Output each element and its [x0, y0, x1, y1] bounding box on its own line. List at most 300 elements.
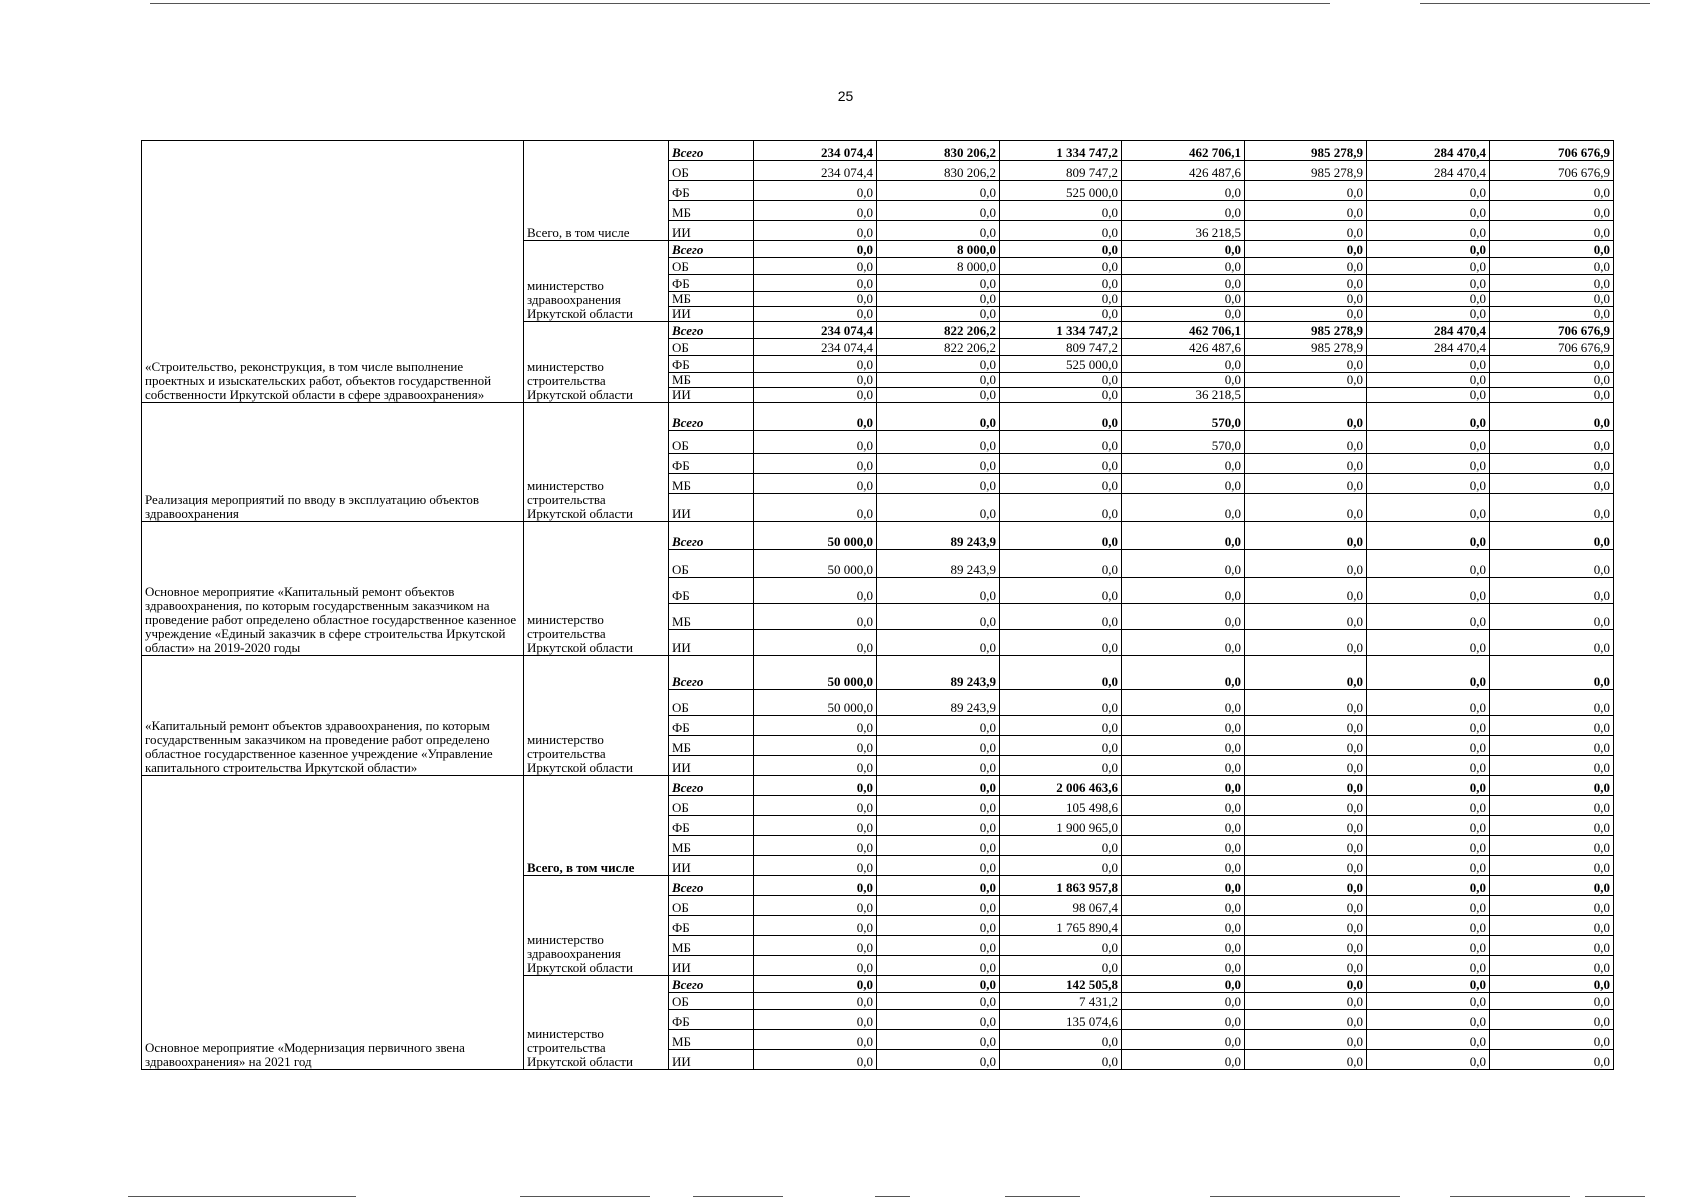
amount-cell: 1 765 890,4 [1000, 916, 1122, 936]
amount-cell: 570,0 [1122, 403, 1245, 431]
amount-cell: 0,0 [1490, 307, 1614, 322]
amount-cell: 0,0 [1490, 630, 1614, 656]
amount-cell: 462 706,1 [1122, 141, 1245, 161]
amount-cell: 0,0 [1367, 976, 1490, 993]
amount-cell: 0,0 [1122, 578, 1245, 604]
amount-cell: 0,0 [1367, 916, 1490, 936]
amount-cell: 0,0 [877, 474, 1000, 494]
amount-cell: 0,0 [1490, 916, 1614, 936]
amount-cell: 0,0 [1122, 241, 1245, 258]
amount-cell: 0,0 [877, 604, 1000, 630]
amount-cell: 0,0 [1122, 876, 1245, 896]
amount-cell: 0,0 [1490, 221, 1614, 241]
amount-cell: 0,0 [1245, 856, 1367, 876]
funding-source: ФБ [669, 454, 754, 474]
amount-cell: 0,0 [1000, 292, 1122, 307]
amount-cell: 0,0 [1245, 403, 1367, 431]
amount-cell: 0,0 [1490, 956, 1614, 976]
amount-cell: 706 676,9 [1490, 322, 1614, 339]
amount-cell: 0,0 [1367, 656, 1490, 690]
amount-cell: 0,0 [877, 993, 1000, 1010]
amount-cell: 0,0 [1245, 1050, 1367, 1070]
amount-cell: 0,0 [1000, 656, 1122, 690]
amount-cell: 0,0 [754, 716, 877, 736]
amount-cell: 0,0 [1245, 956, 1367, 976]
amount-cell: 0,0 [1122, 1030, 1245, 1050]
amount-cell: 0,0 [1490, 604, 1614, 630]
amount-cell: 822 206,2 [877, 322, 1000, 339]
amount-cell: 284 470,4 [1367, 322, 1490, 339]
amount-cell: 706 676,9 [1490, 339, 1614, 356]
amount-cell: 0,0 [1367, 993, 1490, 1010]
amount-cell: 89 243,9 [877, 656, 1000, 690]
amount-cell: 8 000,0 [877, 258, 1000, 275]
amount-cell: 98 067,4 [1000, 896, 1122, 916]
amount-cell: 0,0 [1367, 896, 1490, 916]
table-row [142, 141, 1614, 161]
top-rule [150, 3, 1330, 4]
amount-cell: 0,0 [1245, 836, 1367, 856]
table-row [142, 776, 1614, 796]
amount-cell: 0,0 [1490, 856, 1614, 876]
executor-name: Всего, в том числе [524, 141, 669, 241]
amount-cell: 0,0 [1122, 816, 1245, 836]
table-row [142, 656, 1614, 690]
amount-cell: 0,0 [1367, 856, 1490, 876]
amount-cell: 0,0 [877, 275, 1000, 292]
amount-cell: 0,0 [754, 292, 877, 307]
funding-source: Всего [669, 403, 754, 431]
amount-cell: 0,0 [1367, 956, 1490, 976]
amount-cell: 0,0 [1367, 550, 1490, 578]
amount-cell: 0,0 [877, 403, 1000, 431]
amount-cell: 234 074,4 [754, 339, 877, 356]
amount-cell: 0,0 [877, 956, 1000, 976]
amount-cell: 0,0 [1245, 292, 1367, 307]
amount-cell: 0,0 [1000, 550, 1122, 578]
amount-cell: 0,0 [1490, 181, 1614, 201]
amount-cell: 0,0 [1245, 373, 1367, 388]
amount-cell: 284 470,4 [1367, 339, 1490, 356]
amount-cell: 0,0 [877, 292, 1000, 307]
funding-source: ИИ [669, 956, 754, 976]
executor-name: министерство строительства Иркутской области [524, 522, 669, 656]
amount-cell: 0,0 [754, 796, 877, 816]
amount-cell: 0,0 [754, 993, 877, 1010]
funding-source: Всего [669, 656, 754, 690]
amount-cell: 0,0 [1000, 756, 1122, 776]
amount-cell: 0,0 [1245, 796, 1367, 816]
amount-cell: 7 431,2 [1000, 993, 1122, 1010]
amount-cell: 0,0 [754, 876, 877, 896]
amount-cell: 0,0 [877, 756, 1000, 776]
funding-source: ИИ [669, 388, 754, 403]
executor-name: министерство здравоохранения Иркутской области [524, 876, 669, 976]
activity-description: Основное мероприятие «Модернизация первичного звена здравоохранения» на 2021 год [142, 776, 524, 1070]
amount-cell: 0,0 [754, 275, 877, 292]
amount-cell: 0,0 [877, 916, 1000, 936]
funding-source: Всего [669, 976, 754, 993]
amount-cell: 0,0 [1490, 736, 1614, 756]
amount-cell: 0,0 [1000, 221, 1122, 241]
amount-cell: 0,0 [1367, 756, 1490, 776]
amount-cell: 0,0 [1245, 604, 1367, 630]
amount-cell: 2 006 463,6 [1000, 776, 1122, 796]
amount-cell: 0,0 [1000, 454, 1122, 474]
amount-cell: 0,0 [1122, 1050, 1245, 1070]
amount-cell: 0,0 [1245, 241, 1367, 258]
funding-source: ОБ [669, 550, 754, 578]
amount-cell: 0,0 [754, 258, 877, 275]
amount-cell: 0,0 [754, 1050, 877, 1070]
funding-source: ИИ [669, 856, 754, 876]
amount-cell: 0,0 [754, 756, 877, 776]
funding-source: Всего [669, 141, 754, 161]
amount-cell: 0,0 [1245, 816, 1367, 836]
amount-cell: 0,0 [1245, 916, 1367, 936]
amount-cell: 0,0 [754, 431, 877, 454]
amount-cell: 0,0 [1367, 736, 1490, 756]
executor-name: министерство строительства Иркутской области [524, 976, 669, 1070]
funding-source: ФБ [669, 275, 754, 292]
amount-cell: 0,0 [877, 856, 1000, 876]
amount-cell: 0,0 [1490, 716, 1614, 736]
funding-source: ИИ [669, 1050, 754, 1070]
amount-cell: 0,0 [1245, 522, 1367, 550]
amount-cell: 50 000,0 [754, 690, 877, 716]
amount-cell: 0,0 [1367, 936, 1490, 956]
amount-cell: 0,0 [877, 373, 1000, 388]
funding-source: ФБ [669, 181, 754, 201]
amount-cell: 50 000,0 [754, 522, 877, 550]
funding-source: ИИ [669, 307, 754, 322]
activity-description: Реализация мероприятий по вводу в эксплуатацию объектов здравоохранения [142, 403, 524, 522]
amount-cell: 0,0 [1490, 403, 1614, 431]
amount-cell: 234 074,4 [754, 322, 877, 339]
amount-cell: 570,0 [1122, 431, 1245, 454]
amount-cell: 0,0 [1245, 1030, 1367, 1050]
amount-cell: 0,0 [877, 716, 1000, 736]
amount-cell: 0,0 [1000, 1030, 1122, 1050]
amount-cell: 0,0 [1490, 258, 1614, 275]
amount-cell: 0,0 [1122, 956, 1245, 976]
amount-cell: 0,0 [1122, 716, 1245, 736]
amount-cell: 0,0 [1000, 373, 1122, 388]
amount-cell: 0,0 [1122, 522, 1245, 550]
amount-cell: 0,0 [754, 494, 877, 522]
amount-cell: 0,0 [1122, 356, 1245, 373]
amount-cell: 0,0 [1122, 796, 1245, 816]
amount-cell: 0,0 [1367, 181, 1490, 201]
amount-cell: 0,0 [1245, 356, 1367, 373]
amount-cell: 0,0 [1367, 292, 1490, 307]
amount-cell: 0,0 [1367, 221, 1490, 241]
amount-cell: 0,0 [1000, 836, 1122, 856]
amount-cell: 0,0 [1122, 993, 1245, 1010]
amount-cell: 0,0 [1490, 388, 1614, 403]
funding-source: ФБ [669, 356, 754, 373]
amount-cell: 0,0 [877, 816, 1000, 836]
amount-cell: 0,0 [1245, 275, 1367, 292]
amount-cell: 0,0 [877, 454, 1000, 474]
amount-cell: 0,0 [1245, 578, 1367, 604]
amount-cell: 0,0 [754, 454, 877, 474]
amount-cell: 0,0 [1245, 494, 1367, 522]
amount-cell: 0,0 [877, 876, 1000, 896]
funding-source: ФБ [669, 1010, 754, 1030]
amount-cell: 0,0 [1367, 494, 1490, 522]
amount-cell: 0,0 [1367, 690, 1490, 716]
amount-cell: 0,0 [1245, 258, 1367, 275]
amount-cell: 0,0 [1245, 936, 1367, 956]
amount-cell: 0,0 [1122, 756, 1245, 776]
amount-cell: 0,0 [877, 201, 1000, 221]
amount-cell: 0,0 [1367, 241, 1490, 258]
amount-cell: 0,0 [1122, 656, 1245, 690]
amount-cell: 0,0 [1122, 494, 1245, 522]
amount-cell: 0,0 [1367, 275, 1490, 292]
table-row [142, 403, 1614, 431]
amount-cell: 0,0 [1490, 976, 1614, 993]
amount-cell: 0,0 [1367, 776, 1490, 796]
amount-cell: 0,0 [1000, 307, 1122, 322]
amount-cell: 0,0 [1490, 373, 1614, 388]
amount-cell: 0,0 [754, 1030, 877, 1050]
amount-cell: 0,0 [754, 936, 877, 956]
amount-cell: 0,0 [1245, 716, 1367, 736]
amount-cell [1245, 388, 1367, 403]
amount-cell: 0,0 [1245, 474, 1367, 494]
page-number: 25 [837, 88, 854, 104]
amount-cell: 0,0 [1490, 876, 1614, 896]
amount-cell: 525 000,0 [1000, 181, 1122, 201]
funding-source: ФБ [669, 916, 754, 936]
amount-cell: 0,0 [754, 474, 877, 494]
amount-cell: 0,0 [1490, 896, 1614, 916]
amount-cell: 36 218,5 [1122, 221, 1245, 241]
amount-cell: 89 243,9 [877, 690, 1000, 716]
amount-cell: 0,0 [1000, 856, 1122, 876]
funding-source: Всего [669, 522, 754, 550]
amount-cell: 0,0 [877, 796, 1000, 816]
funding-source: Всего [669, 876, 754, 896]
amount-cell: 0,0 [1245, 656, 1367, 690]
amount-cell: 809 747,2 [1000, 339, 1122, 356]
amount-cell: 0,0 [1490, 656, 1614, 690]
amount-cell: 284 470,4 [1367, 161, 1490, 181]
amount-cell: 0,0 [1122, 181, 1245, 201]
amount-cell: 0,0 [1245, 630, 1367, 656]
amount-cell: 50 000,0 [754, 656, 877, 690]
funding-source: МБ [669, 373, 754, 388]
funding-source: МБ [669, 736, 754, 756]
funding-source: Всего [669, 241, 754, 258]
amount-cell: 0,0 [1490, 550, 1614, 578]
amount-cell: 426 487,6 [1122, 161, 1245, 181]
amount-cell: 0,0 [1245, 454, 1367, 474]
funding-source: МБ [669, 604, 754, 630]
amount-cell: 0,0 [1490, 756, 1614, 776]
amount-cell: 0,0 [1367, 431, 1490, 454]
amount-cell: 462 706,1 [1122, 322, 1245, 339]
amount-cell: 0,0 [1122, 836, 1245, 856]
amount-cell: 0,0 [754, 221, 877, 241]
amount-cell: 0,0 [754, 956, 877, 976]
amount-cell: 0,0 [877, 431, 1000, 454]
amount-cell: 0,0 [877, 936, 1000, 956]
amount-cell: 0,0 [754, 630, 877, 656]
amount-cell: 0,0 [1122, 630, 1245, 656]
amount-cell: 50 000,0 [754, 550, 877, 578]
amount-cell: 0,0 [1245, 993, 1367, 1010]
amount-cell: 0,0 [1367, 307, 1490, 322]
funding-source: ОБ [669, 339, 754, 356]
amount-cell: 0,0 [1122, 916, 1245, 936]
amount-cell: 0,0 [1122, 896, 1245, 916]
amount-cell: 1 334 747,2 [1000, 141, 1122, 161]
funding-source: ОБ [669, 431, 754, 454]
funding-source: ИИ [669, 630, 754, 656]
amount-cell: 0,0 [1000, 956, 1122, 976]
amount-cell: 0,0 [754, 373, 877, 388]
funding-source: ОБ [669, 690, 754, 716]
amount-cell: 0,0 [877, 1030, 1000, 1050]
amount-cell: 0,0 [1490, 936, 1614, 956]
executor-name: министерство здравоохранения Иркутской области [524, 241, 669, 322]
amount-cell: 1 334 747,2 [1000, 322, 1122, 339]
amount-cell: 0,0 [1122, 454, 1245, 474]
amount-cell: 0,0 [877, 388, 1000, 403]
amount-cell: 0,0 [1245, 550, 1367, 578]
amount-cell: 0,0 [1490, 1030, 1614, 1050]
amount-cell: 0,0 [754, 736, 877, 756]
amount-cell: 142 505,8 [1000, 976, 1122, 993]
amount-cell: 36 218,5 [1122, 388, 1245, 403]
amount-cell: 0,0 [1245, 221, 1367, 241]
amount-cell: 0,0 [877, 221, 1000, 241]
amount-cell: 8 000,0 [877, 241, 1000, 258]
amount-cell: 0,0 [1367, 373, 1490, 388]
amount-cell: 0,0 [1122, 550, 1245, 578]
amount-cell: 0,0 [1000, 494, 1122, 522]
amount-cell: 0,0 [1490, 454, 1614, 474]
funding-source: ОБ [669, 896, 754, 916]
amount-cell: 0,0 [754, 181, 877, 201]
amount-cell: 89 243,9 [877, 522, 1000, 550]
funding-source: ОБ [669, 993, 754, 1010]
amount-cell: 0,0 [1490, 522, 1614, 550]
amount-cell: 0,0 [1122, 307, 1245, 322]
amount-cell: 0,0 [1490, 816, 1614, 836]
amount-cell: 0,0 [1122, 856, 1245, 876]
amount-cell: 0,0 [1367, 454, 1490, 474]
amount-cell: 0,0 [754, 1010, 877, 1030]
amount-cell: 0,0 [754, 896, 877, 916]
amount-cell: 0,0 [1367, 356, 1490, 373]
amount-cell: 105 498,6 [1000, 796, 1122, 816]
amount-cell: 0,0 [754, 976, 877, 993]
funding-source: ФБ [669, 716, 754, 736]
amount-cell: 0,0 [877, 776, 1000, 796]
amount-cell: 0,0 [1122, 604, 1245, 630]
amount-cell: 0,0 [1000, 716, 1122, 736]
funding-source: ИИ [669, 494, 754, 522]
amount-cell: 0,0 [754, 776, 877, 796]
amount-cell: 0,0 [1245, 776, 1367, 796]
amount-cell: 0,0 [1000, 275, 1122, 292]
funding-source: ФБ [669, 816, 754, 836]
funding-source: МБ [669, 201, 754, 221]
amount-cell: 0,0 [1490, 275, 1614, 292]
amount-cell: 0,0 [1000, 241, 1122, 258]
amount-cell: 0,0 [1367, 522, 1490, 550]
activity-description: Основное мероприятие «Капитальный ремонт объектов здравоохранения, по которым государственным заказчиком на проведение работ определено областное государственное казенное учреждение «Единый заказчик в сфере строительства Иркутской области» на 2019-2020 годы [142, 522, 524, 656]
amount-cell: 0,0 [1000, 522, 1122, 550]
funding-source: МБ [669, 474, 754, 494]
amount-cell: 0,0 [1122, 292, 1245, 307]
amount-cell: 0,0 [1245, 976, 1367, 993]
amount-cell: 0,0 [754, 578, 877, 604]
amount-cell: 0,0 [1122, 201, 1245, 221]
amount-cell: 0,0 [1000, 388, 1122, 403]
amount-cell: 0,0 [1367, 876, 1490, 896]
amount-cell: 0,0 [1490, 201, 1614, 221]
funding-source: ИИ [669, 756, 754, 776]
amount-cell: 830 206,2 [877, 161, 1000, 181]
amount-cell: 135 074,6 [1000, 1010, 1122, 1030]
amount-cell: 706 676,9 [1490, 161, 1614, 181]
amount-cell: 0,0 [1245, 201, 1367, 221]
amount-cell: 0,0 [877, 578, 1000, 604]
amount-cell: 0,0 [1367, 1030, 1490, 1050]
amount-cell: 0,0 [1245, 896, 1367, 916]
amount-cell: 0,0 [1367, 1010, 1490, 1030]
amount-cell: 0,0 [1000, 936, 1122, 956]
funding-source: Всего [669, 322, 754, 339]
amount-cell: 0,0 [877, 896, 1000, 916]
amount-cell: 0,0 [1122, 474, 1245, 494]
amount-cell: 0,0 [877, 307, 1000, 322]
amount-cell: 0,0 [1000, 630, 1122, 656]
amount-cell: 0,0 [1122, 736, 1245, 756]
amount-cell: 0,0 [754, 403, 877, 431]
amount-cell: 0,0 [1490, 292, 1614, 307]
amount-cell: 0,0 [1367, 578, 1490, 604]
funding-source: Всего [669, 776, 754, 796]
amount-cell: 0,0 [1490, 431, 1614, 454]
executor-name: Всего, в том числе [524, 776, 669, 876]
funding-source: МБ [669, 292, 754, 307]
amount-cell: 0,0 [1490, 474, 1614, 494]
amount-cell: 830 206,2 [877, 141, 1000, 161]
amount-cell: 0,0 [1490, 578, 1614, 604]
amount-cell: 0,0 [1490, 241, 1614, 258]
amount-cell: 0,0 [1000, 736, 1122, 756]
amount-cell: 0,0 [1245, 431, 1367, 454]
amount-cell: 0,0 [1367, 403, 1490, 431]
funding-source: МБ [669, 1030, 754, 1050]
amount-cell: 0,0 [754, 307, 877, 322]
table-row [142, 522, 1614, 550]
amount-cell: 0,0 [754, 201, 877, 221]
amount-cell: 0,0 [754, 856, 877, 876]
amount-cell: 0,0 [1000, 1050, 1122, 1070]
amount-cell: 0,0 [1490, 1010, 1614, 1030]
amount-cell: 985 278,9 [1245, 161, 1367, 181]
amount-cell: 0,0 [1490, 1050, 1614, 1070]
amount-cell: 0,0 [1122, 776, 1245, 796]
amount-cell: 0,0 [1122, 258, 1245, 275]
